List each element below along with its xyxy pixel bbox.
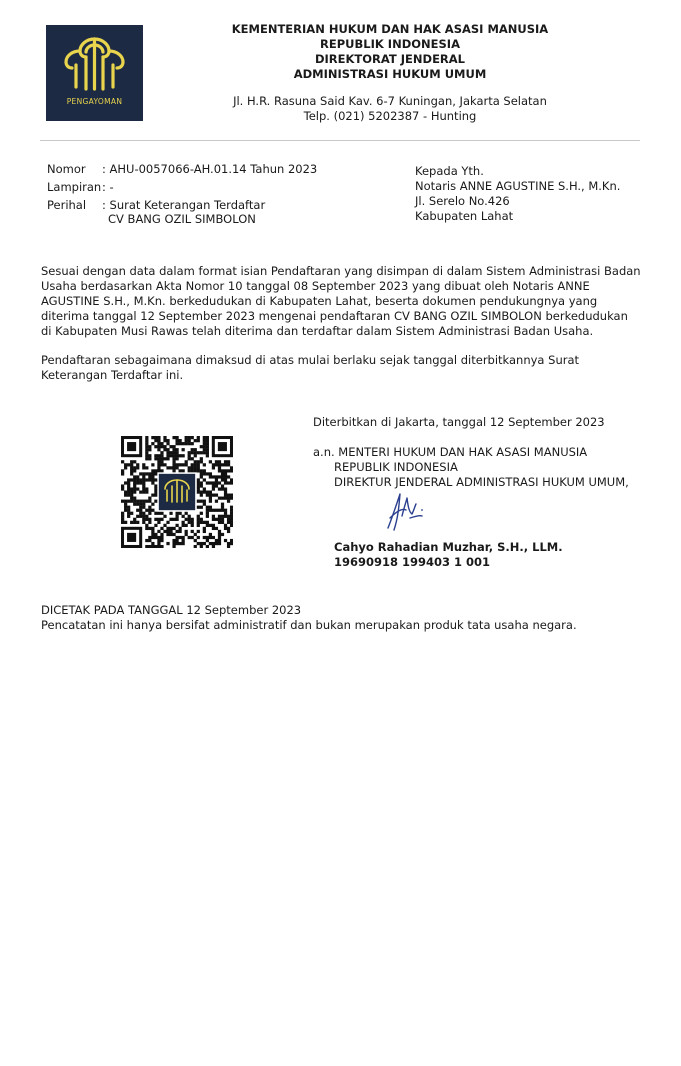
nomor-value: : AHU-0057066-AH.01.14 Tahun 2023	[102, 162, 318, 176]
signer-identity	[334, 540, 563, 570]
perihal-value: : Surat Keterangan Terdaftar	[102, 198, 266, 212]
ministry-logo	[46, 25, 143, 121]
signer-country: REPUBLIK INDONESIA	[334, 460, 458, 474]
print-date: DICETAK PADA TANGGAL 12 September 2023	[41, 603, 302, 617]
pengayoman-tree-icon	[46, 25, 143, 121]
handwritten-signature	[380, 488, 430, 534]
nomor-row	[47, 160, 317, 178]
letterhead	[150, 22, 630, 124]
lampiran-label: Lampiran	[47, 180, 102, 194]
directorate-label: DIREKTORAT JENDERAL	[314, 52, 466, 66]
signer-nip: 19690918 199403 1 001	[334, 555, 491, 569]
signer-title: DIREKTUR JENDERAL ADMINISTRASI HUKUM UMUM,	[334, 475, 629, 489]
issued-line: Diterbitkan di Jakarta, tanggal 12 September 2023	[313, 415, 605, 429]
logo-caption: PENGAYOMAN	[66, 97, 123, 106]
phone: Telp. (021) 5202387 - Hunting	[303, 109, 477, 123]
print-footer	[41, 603, 577, 633]
recipient-name: Notaris ANNE AGUSTINE S.H., M.Kn.	[415, 179, 621, 193]
lampiran-row	[47, 178, 317, 196]
recipient-salutation: Kepada Yth.	[415, 164, 484, 178]
header-divider	[40, 140, 640, 141]
ministry-name: KEMENTERIAN HUKUM DAN HAK ASASI MANUSIA	[231, 22, 549, 36]
lampiran-value: : -	[102, 180, 114, 194]
qr-code-icon	[121, 436, 233, 548]
perihal-company: CV BANG OZIL SIMBOLON	[108, 212, 256, 226]
address: Jl. H.R. Rasuna Said Kav. 6-7 Kuningan, Jakarta Selatan	[233, 94, 547, 108]
signer-block	[313, 445, 629, 490]
nomor-label: Nomor	[47, 162, 86, 176]
directorate-name: ADMINISTRASI HUKUM UMUM	[293, 67, 487, 81]
body-paragraph-2: Pendaftaran sebagaimana dimaksud di atas mulai berlaku sejak tanggal diterbitkannya Surat Keterangan Terdaftar ini.	[41, 353, 580, 382]
signer-name: Cahyo Rahadian Muzhar, S.H., LLM.	[334, 540, 563, 554]
recipient-city: Kabupaten Lahat	[415, 209, 514, 223]
recipient-block	[415, 164, 620, 224]
signer-on-behalf: a.n. MENTERI HUKUM DAN HAK ASASI MANUSIA	[313, 445, 588, 459]
qr-code	[121, 436, 233, 551]
letter-meta	[47, 160, 317, 226]
disclaimer: Pencatatan ini hanya bersifat administratif dan bukan merupakan produk tata usaha negara.	[41, 618, 577, 632]
body-paragraph-1: Sesuai dengan data dalam format isian Pendaftaran yang disimpan di dalam Sistem Administrasi Badan Usaha berdasarkan Akta Nomor 10 tanggal 08 September 2023 yang dibuat oleh Notaris ANNE AGUSTINE S.H., M.Kn. berkedudukan di Kabupaten Lahat, beserta dokumen pendukungnya yang diterima tanggal 12 September 2023 mengenai pendaftaran CV BANG OZIL SIMBOLON berkedudukan di Kabupaten Musi Rawas telah diterima dan terdaftar dalam Sistem Administrasi Badan Usaha.	[41, 264, 641, 338]
perihal-label: Perihal	[47, 198, 87, 212]
country-name: REPUBLIK INDONESIA	[320, 37, 460, 51]
recipient-street: Jl. Serelo No.426	[415, 194, 510, 208]
letter-body	[41, 264, 641, 397]
perihal-row	[47, 196, 317, 226]
